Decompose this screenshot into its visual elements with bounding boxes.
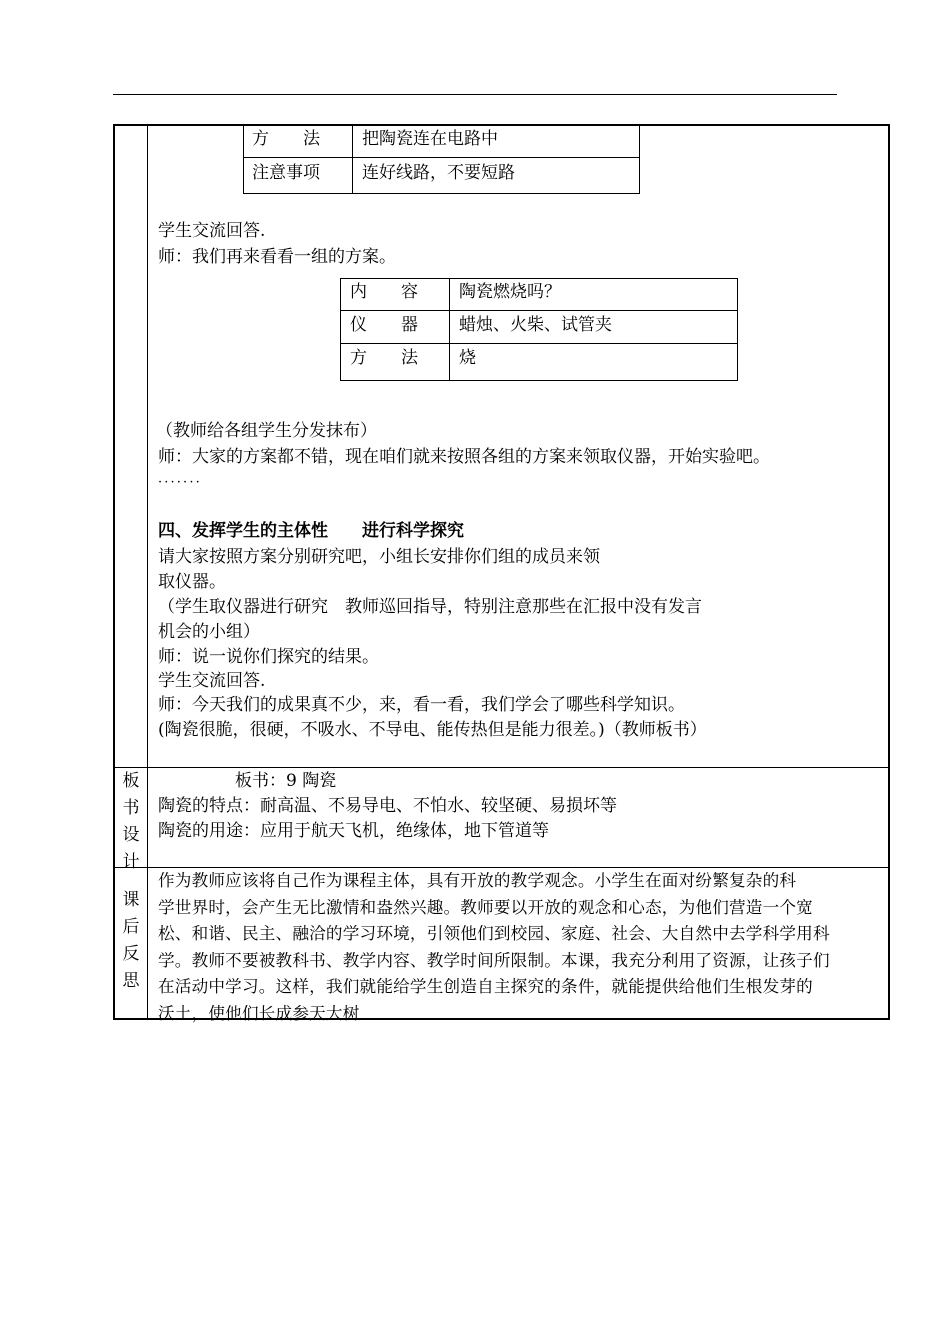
text-line: (陶瓷很脆，很硬，不吸水、不导电、能传热但是能力很差。)（教师板书） [158, 720, 707, 740]
board-line: 陶瓷的用途：应用于航天飞机，绝缘体，地下管道等 [158, 821, 549, 841]
board-row-divider [113, 767, 890, 768]
text-line: 师：今天我们的成果真不少，来，看一看，我们学会了哪些科学知识。 [158, 695, 685, 715]
method-table-label: 注意事项 [252, 163, 320, 183]
plan-table-label: 仪 器 [350, 315, 418, 335]
header-rule [113, 94, 837, 95]
text-line: 学生交流回答. [158, 221, 266, 241]
plan-table-row-divider [340, 343, 738, 344]
text-line: （学生取仪器进行研究 教师巡回指导，特别注意那些在汇报中没有发言 [158, 597, 702, 617]
section-heading: 四、发挥学生的主体性 进行科学探究 [158, 521, 464, 541]
ellipsis-line: · · · · · · · [158, 475, 199, 490]
text-line: 学生交流回答. [158, 671, 266, 691]
method-table-value: 连好线路，不要短路 [362, 163, 515, 183]
method-table-col-divider [352, 124, 353, 194]
board-line: 陶瓷的特点：耐高温、不易导电、不怕水、较坚硬、易损坏等 [158, 796, 617, 816]
label-column-divider [147, 124, 148, 1020]
plan-table-label: 方 法 [350, 348, 418, 368]
text-line: 取仪器。 [158, 572, 226, 592]
text-line: （教师给各组学生分发抹布） [156, 421, 377, 441]
plan-table-value: 蜡烛、火柴、试管夹 [459, 315, 612, 335]
text-line: 机会的小组） [158, 622, 260, 642]
text-line: 请大家按照方案分别研究吧，小组长安排你们组的成员来领 [158, 547, 600, 567]
plan-table-label: 内 容 [350, 282, 418, 302]
text-line: 师：大家的方案都不错，现在咱们就来按照各组的方案来领取仪器，开始实验吧。 [158, 447, 770, 467]
text-line: 师：说一说你们探究的结果。 [158, 647, 379, 667]
plan-table-row-divider [340, 310, 738, 311]
plan-table-value: 陶瓷燃烧吗？ [459, 282, 561, 302]
board-design-label: 板 书 设 计 [122, 771, 140, 872]
plan-table-value: 烧 [459, 348, 476, 368]
plan-table-col-divider [449, 278, 450, 381]
board-title: 板书：9 陶瓷 [235, 771, 337, 791]
method-table-label: 方 法 [252, 129, 320, 149]
reflection-paragraph: 作为教师应该将自己作为课程主体，具有开放的教学观念。小学生在面对纷繁复杂的科 学世界时，会产生无比激情和盎然兴趣。教师要以开放的观念和心态，为他们营造一个宽 松、和谐、民主、融洽的学习环境，引领他们到校园、家庭、社会、大自然中去学科学用科 学。教师不要被教科书、教学内容、教学时间所限制。本课，我充分利用了资源，让孩子们 在活动中学习。这样，我们就能给学生创造自主探究的条件，就能提供给他们生根发芽的 沃土，使他们长成参天大树 [158, 871, 830, 1023]
reflection-label: 课 后 反 思 [122, 890, 140, 991]
method-table-row-divider [243, 157, 640, 158]
method-table-value: 把陶瓷连在电路中 [362, 129, 498, 149]
text-line: 师：我们再来看看一组的方案。 [158, 247, 396, 267]
